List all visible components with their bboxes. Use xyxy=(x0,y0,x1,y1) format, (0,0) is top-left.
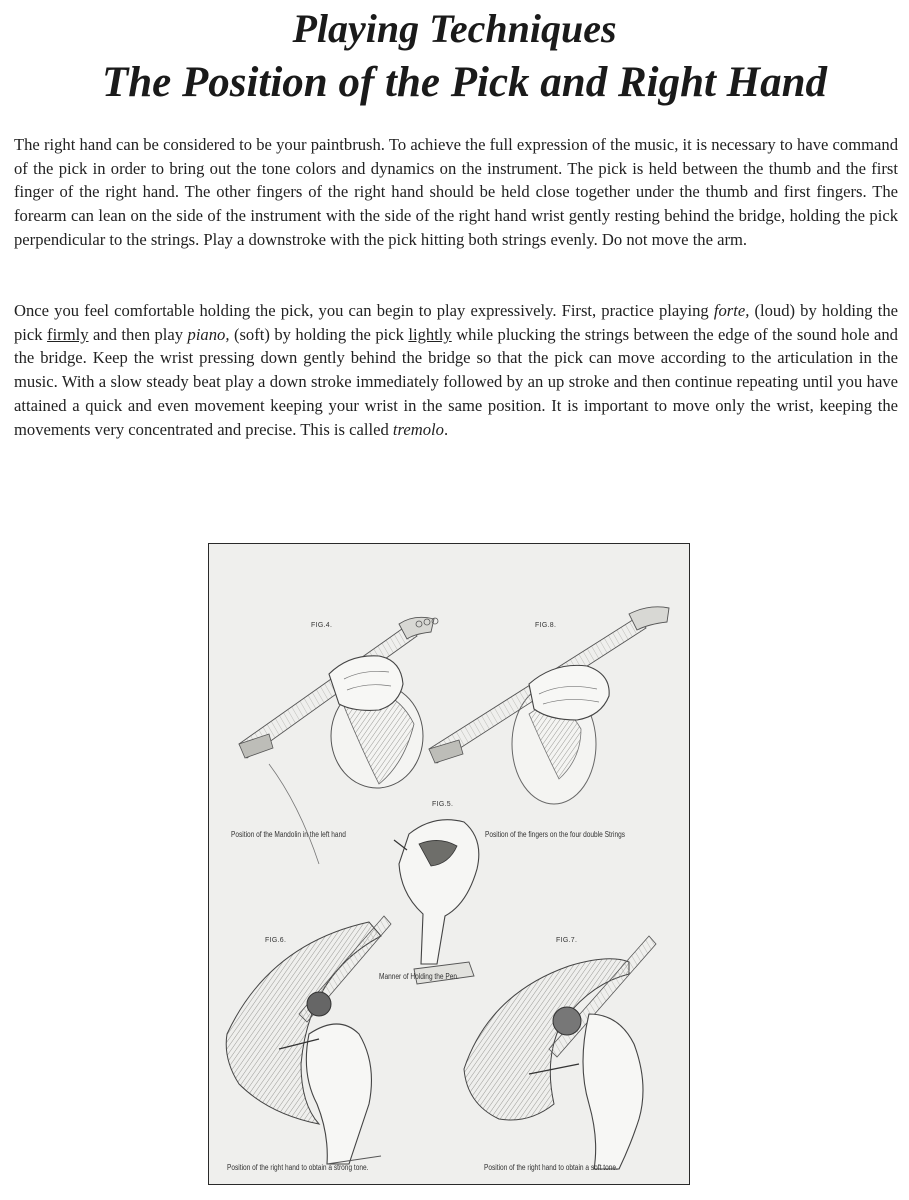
fig8-caption: Position of the fingers on the four double Strings xyxy=(485,830,626,839)
page-title: Playing Techniques xyxy=(292,6,617,51)
fig6-strong-tone xyxy=(226,916,391,1164)
term-lightly: lightly xyxy=(408,324,452,344)
fig6-caption: Position of the right hand to obtain a strong tone. xyxy=(227,1163,369,1172)
fig8-fingers-on-strings xyxy=(429,607,669,804)
term-tremolo: tremolo xyxy=(392,419,444,439)
paragraph-pick-holding: The right hand can be considered to be your paintbrush. To achieve the full expression of the music, it is necessary to have command of the pick in order to bring out the tone colors and dynamics on the instrument. The pick is held between the thumb and the first finger of the right hand. The other fingers of the right hand should be held close together under the thumb and first fingers. The forearm can lean on the side of the instrument with the side of the right hand wrist gently resting behind the bridge, holding the pick perpendicular to the strings. Play a downstroke with the pick hitting both strings evenly. Do not move the arm. xyxy=(14,135,898,249)
fig7-caption: Position of the right hand to obtain a soft tone. xyxy=(484,1163,618,1172)
fig7-soft-tone xyxy=(464,936,656,1169)
fig5-hand-holding-pick xyxy=(394,820,479,984)
paragraph-expressive-playing xyxy=(14,299,898,441)
p2-segment-1: Once you feel comfortable holding the pick, you can begin to play expressively. First, practice playing xyxy=(14,301,714,320)
fig4-mandolin-left-hand xyxy=(239,617,438,864)
p2-segment-4: (soft) by holding the pick xyxy=(229,324,409,344)
fig6-label: FIG.6. xyxy=(265,937,287,944)
page-subtitle: The Position of the Pick and Right Hand xyxy=(101,59,828,106)
p2-segment-6: . xyxy=(443,419,449,439)
fig4-label: FIG.4. xyxy=(311,622,333,629)
p2-segment-2: (loud) by holding the pick xyxy=(14,301,899,344)
term-firmly: firmly xyxy=(47,324,89,344)
p2-segment-5: while plucking the strings between the edge of the sound hole and the bridge. Keep the wrist pressing down gently behind the bridge so that the pick can move according to the articulation in the music. With a slow steady beat play a down stroke immediately followed by an up stroke and then continue repeating until you have attained a quick and even movement keeping your wrist in the same position. It is important to move only the wrist, keeping the movements very concentrated and precise. This is called xyxy=(14,324,898,439)
term-piano: piano, xyxy=(187,324,230,344)
fig4-caption: Position of the Mandolin in the left hand xyxy=(231,830,346,839)
mandolin-illustration-drawing xyxy=(209,544,690,1185)
mandolin-illustration-figure xyxy=(208,543,690,1185)
p2-segment-3: and then play xyxy=(88,324,188,344)
term-forte: forte, xyxy=(713,301,750,320)
fig7-label: FIG.7. xyxy=(556,937,578,944)
fig5-caption: Manner of Holding the Pen. xyxy=(379,972,459,981)
fig5-label: FIG.5. xyxy=(432,801,454,808)
fig8-label: FIG.8. xyxy=(535,622,557,629)
